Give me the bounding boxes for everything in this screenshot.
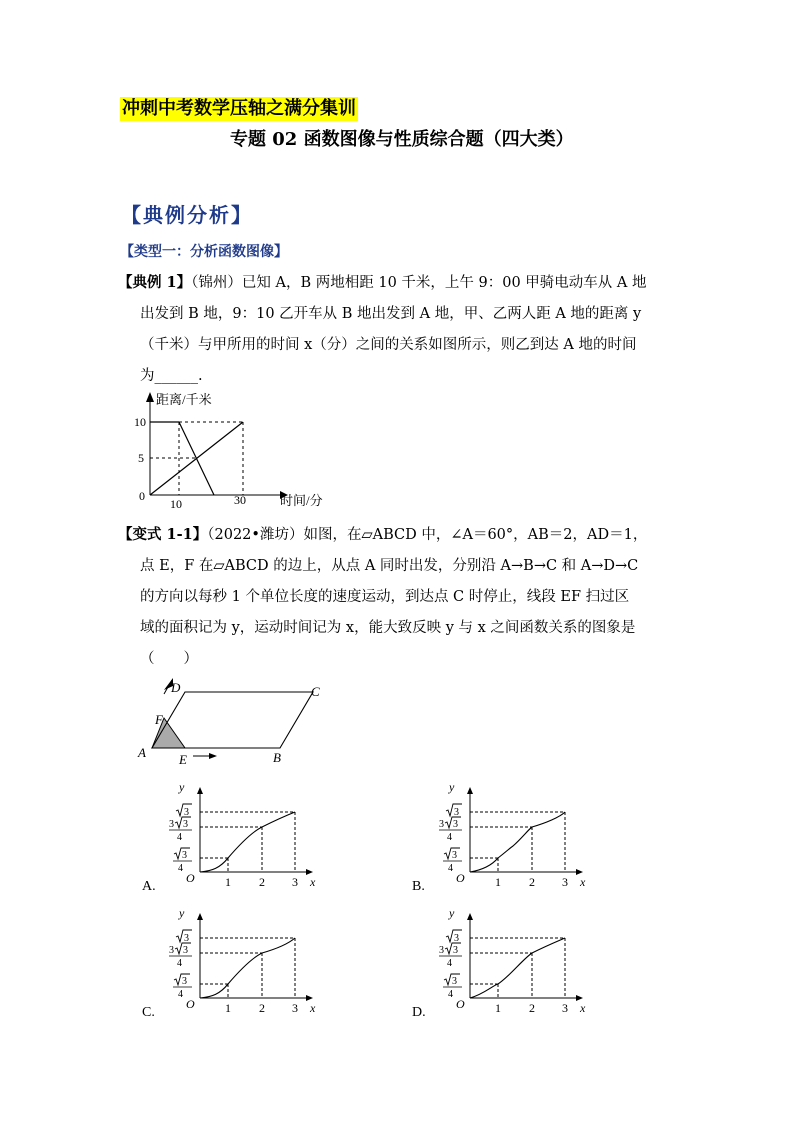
option-label: D. — [412, 1005, 426, 1020]
origin-label: O — [186, 997, 195, 1011]
xtick-30: 30 — [234, 493, 246, 507]
point-b: B — [273, 750, 281, 765]
origin-label: O — [456, 997, 465, 1011]
function-curve — [470, 938, 565, 998]
x-label: x — [310, 875, 316, 889]
point-d: D — [171, 680, 181, 695]
numerator-coef: 3 — [169, 819, 174, 830]
y-axis-arrow — [197, 787, 203, 794]
denominator: 4 — [448, 989, 453, 1000]
example1-line-1: （锦州）已知 A，B 两地相距 10 千米，上午 9：00 甲骑电动车从 A 地 — [191, 275, 647, 291]
variant1-line-3: 的方向以每秒 1 个单位长度的速度运动，到达点 C 时停止，线段 EF 扫过区 — [140, 589, 630, 605]
denominator: 4 — [177, 958, 182, 969]
example1-label: 【典例 1】 — [118, 274, 192, 291]
x-tick-2: 2 — [529, 1001, 535, 1015]
radicand: 3 — [182, 976, 187, 987]
xtick-10: 10 — [170, 497, 182, 511]
ytick-3sqrt3-over-4 — [169, 943, 192, 969]
function-curve — [200, 938, 295, 998]
x-axis-label: 时间/分 — [280, 493, 323, 508]
denominator: 4 — [447, 958, 452, 969]
topic-title: 专题 02 函数图像与性质综合题（四大类） — [230, 129, 574, 150]
y-label: y — [179, 906, 185, 920]
denominator: 4 — [177, 832, 182, 843]
ytick-3sqrt3-over-4 — [439, 943, 462, 969]
x-tick-1: 1 — [495, 1001, 501, 1015]
y-label: y — [179, 780, 185, 794]
radicand: 3 — [183, 819, 188, 830]
variant1-line-1: （2022•潍坊）如图，在▱ABCD 中，∠A＝60°，AB＝2，AD＝1， — [207, 527, 648, 543]
x-label: x — [580, 875, 586, 889]
origin-label: O — [186, 871, 195, 885]
function-curve — [470, 812, 565, 872]
point-f: F — [155, 712, 163, 727]
ytick-sqrt3 — [446, 930, 462, 944]
point-a: A — [138, 745, 146, 760]
y-label: y — [449, 780, 455, 794]
type-heading: 【类型一：分析函数图像】 — [120, 244, 288, 260]
x-tick-2: 2 — [529, 875, 535, 889]
x-tick-3: 3 — [292, 1001, 298, 1015]
x-tick-3: 3 — [292, 875, 298, 889]
function-curve — [200, 812, 295, 872]
origin-label: O — [456, 871, 465, 885]
ytick-5: 5 — [138, 451, 144, 465]
y-axis-label: 距离/千米 — [156, 392, 212, 407]
parallelogram-figure — [135, 676, 335, 771]
option-graph-b[interactable] — [410, 780, 600, 895]
denominator: 4 — [447, 832, 452, 843]
radicand: 3 — [453, 819, 458, 830]
section-title: 【典例分析】 — [121, 203, 253, 227]
radicand: 3 — [184, 807, 189, 818]
arrow-e-head — [209, 753, 217, 759]
radicand: 3 — [452, 976, 457, 987]
ytick-sqrt3 — [176, 804, 192, 818]
point-e: E — [179, 752, 187, 767]
x-tick-1: 1 — [225, 875, 231, 889]
x-tick-2: 2 — [259, 875, 265, 889]
example1-line-3: （千米）与甲所用的时间 x（分）之间的关系如图所示，则乙到达 A 地的时间 — [140, 337, 637, 353]
x-tick-3: 3 — [562, 875, 568, 889]
y-label: y — [449, 906, 455, 920]
y-axis-arrow — [146, 392, 154, 402]
option-label: A. — [142, 879, 156, 894]
variant1-label: 【变式 1-1】 — [118, 526, 208, 543]
variant1-line-2: 点 E，F 在▱ABCD 的边上，从点 A 同时出发，分别沿 A→B→C 和 A→D→C — [140, 558, 639, 574]
variant1-line-5: （ ） — [140, 651, 198, 667]
radicand: 3 — [184, 933, 189, 944]
y-axis-arrow — [467, 787, 473, 794]
radicand: 3 — [183, 945, 188, 956]
x-tick-1: 1 — [495, 875, 501, 889]
point-c: C — [311, 684, 320, 699]
example1-text — [118, 267, 647, 392]
ytick-10: 10 — [134, 415, 146, 429]
numerator-coef: 3 — [439, 819, 444, 830]
ytick-0: 0 — [139, 489, 145, 503]
denominator: 4 — [178, 989, 183, 1000]
ytick-sqrt3 — [176, 930, 192, 944]
ytick-3sqrt3-over-4 — [169, 817, 192, 843]
radicand: 3 — [453, 945, 458, 956]
variant1-text — [118, 519, 647, 675]
x-tick-1: 1 — [225, 1001, 231, 1015]
option-graph-c[interactable] — [140, 906, 330, 1021]
x-label: x — [580, 1001, 586, 1015]
example1-graph — [130, 390, 350, 515]
ytick-3sqrt3-over-4 — [439, 817, 462, 843]
numerator-coef: 3 — [169, 945, 174, 956]
option-label: B. — [412, 879, 425, 894]
option-graph-a[interactable] — [140, 780, 330, 895]
radicand: 3 — [454, 933, 459, 944]
option-graph-d[interactable] — [410, 906, 600, 1021]
example1-line-4: 为______. — [140, 368, 203, 384]
ytick-sqrt3 — [446, 804, 462, 818]
numerator-coef: 3 — [439, 945, 444, 956]
x-tick-3: 3 — [562, 1001, 568, 1015]
radicand: 3 — [452, 850, 457, 861]
banner-title: 冲刺中考数学压轴之满分集训 — [122, 98, 356, 119]
denominator: 4 — [178, 863, 183, 874]
x-tick-2: 2 — [259, 1001, 265, 1015]
option-label: C. — [142, 1005, 155, 1020]
radicand: 3 — [182, 850, 187, 861]
radicand: 3 — [454, 807, 459, 818]
variant1-line-4: 域的面积记为 y，运动时间记为 x，能大致反映 y 与 x 之间函数关系的图象是 — [140, 620, 636, 636]
y-axis-arrow — [197, 913, 203, 920]
example1-line-2: 出发到 B 地，9：10 乙开车从 B 地出发到 A 地，甲、乙两人距 A 地的距离 y — [140, 306, 642, 322]
denominator: 4 — [448, 863, 453, 874]
y-axis-arrow — [467, 913, 473, 920]
x-label: x — [310, 1001, 316, 1015]
